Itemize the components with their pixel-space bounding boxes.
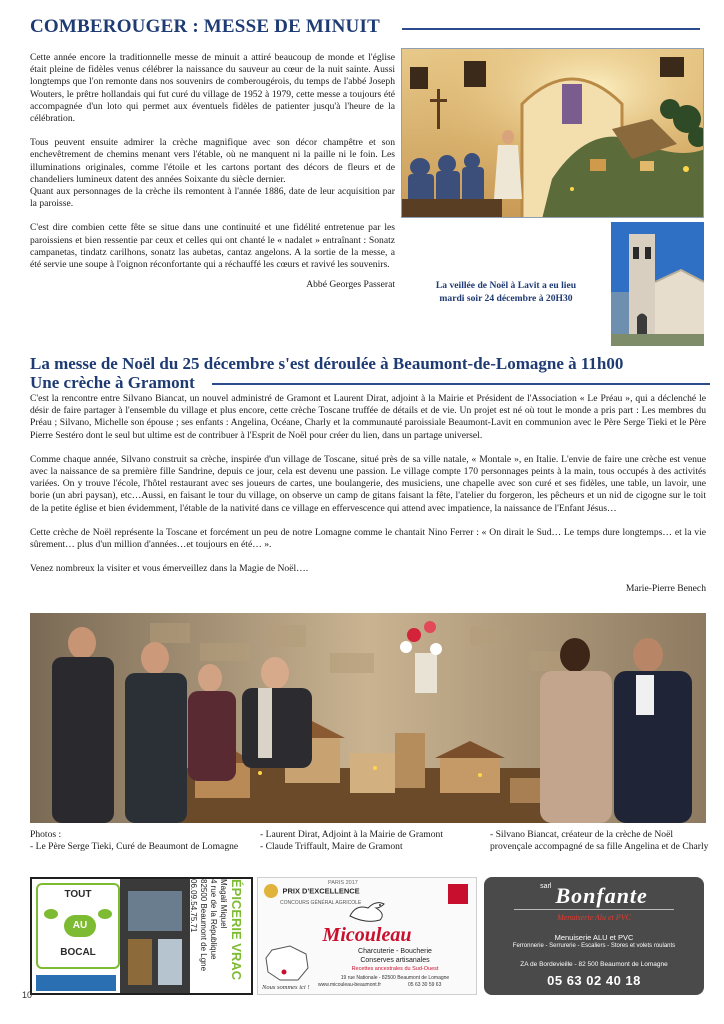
bonfante-tagline: Menuiserie Alu et PVC — [557, 913, 631, 922]
creche-group-illustration — [30, 613, 706, 823]
shop-front-photo — [120, 879, 190, 993]
bonfante-divider — [514, 909, 674, 910]
epicerie-name: Magali Miquel — [219, 879, 228, 929]
section2-paragraph: Comme chaque année, Silvano construit sa crèche, inspirée d'un village de Toscane, situé près de sa ville natale, « Montale », en Italie. L'envie de faire une crèche est venue avec la naissance de sa première fille Sandrine, depuis ce jour, cela est devenu une passion. Le village compte 170 personnages peints à la main, tous occupés à des activités variées. On y trouve l'école, l'hôtel restaurant avec ses joueurs de cartes, une boulangerie, des musiciens, une chapelle avec son curé et ses fidèles, une table, un lavoir, une borie (un abri paysan), etc…Aussi, en faisant le tour du village, on observe un camp de gitans faisant la fête, l'atelier du forgeron, les pêcheurs et un nid de cigogne sur le toit de la petite église et bien évidemment, l'étable de la nativité dans ce village en effervescence qui attend avec impatience, la naissance de l'Enfant Jésus… — [30, 453, 706, 514]
church-interior-photo — [401, 48, 704, 218]
france-map-icon — [262, 944, 314, 984]
ad-epicerie-vrac — [30, 877, 253, 995]
micouleau-line1: Charcuterie - Boucherie — [358, 948, 432, 955]
caption-text: - Laurent Dirat, Adjoint à la Mairie de Gramont — [260, 829, 444, 840]
logo-line3: BOCAL — [60, 947, 96, 958]
micouleau-brand: Micouleau — [322, 924, 412, 946]
page-number: 10 — [22, 990, 33, 1000]
section1-title: COMBEROUGER : MESSE DE MINUIT — [30, 16, 380, 37]
epicerie-address2: 82500 Beaumont de Lgne — [199, 879, 208, 972]
caption-text: - Le Père Serge Tieki, Curé de Beaumont de Lomagne — [30, 841, 239, 853]
section2-rule — [212, 383, 710, 385]
caption-left — [30, 829, 260, 853]
tout-au-bocal-logo — [36, 883, 120, 969]
section1-heading — [30, 16, 700, 42]
micouleau-web: www.micouleau-beaumont.fr — [318, 982, 382, 988]
ad-micouleau — [257, 877, 477, 995]
lavit-caption-line2: mardi soir 24 décembre à 20H30 — [439, 293, 573, 304]
caption-text: - Claude Triffault, Maire de Gramont — [260, 841, 403, 853]
lavit-caption-line1: La veillée de Noël à Lavit a eu lieu — [435, 280, 577, 291]
epicerie-info — [189, 879, 251, 993]
epicerie-address1: 4 rue de la République — [209, 879, 218, 960]
medal-icon — [264, 884, 278, 898]
shop-photo-strip — [36, 975, 116, 991]
caption-middle — [260, 829, 490, 853]
section1-paragraph: Quant aux personnages de la crèche ils remontent à l'année 1886, date de leur acquisition par la paroisse. — [30, 186, 395, 210]
bonfante-address: ZA de Bordevieille - 82 500 Beaumont de Lomagne — [520, 961, 668, 968]
bonfante-line2: Ferronnerie - Serrurerie - Escaliers - Stores et volets roulants — [512, 943, 676, 949]
section1-paragraph: Tous peuvent ensuite admirer la crèche magnifique avec son décor champêtre et son enchevêtrement de chemins menant vers l'étable, où ne manquent ni la paille ni le foin. Les illuminations originales, comme l'étoile et les cartons portant des décors de fleurs et de chandeliers lumineux datent des années Soixante du siècle dernier. — [30, 137, 395, 185]
epicerie-phone: 06.09.54.75.71 — [189, 879, 198, 933]
church-interior-illustration — [402, 49, 704, 218]
section1-paragraph: Cette année encore la traditionnelle messe de minuit a attiré beaucoup de monde et l'église était pleine de fidèles venus célébrer la naissance du sauveur au cœur de la nuit sainte. Aussi longtemps que l'on remonte dans nos souvenirs de comberougérois, du temps de l'abbé Joseph Wouters, le prêtre hollandais qui fut curé du village de 1952 à 1979, cette messe a toujours été accompagnée d'un loto qui permet aux éventuels fidèles de patienter jusqu'à l'heure de la célébration. — [30, 52, 395, 125]
church-exterior-illustration — [611, 222, 704, 346]
goose-icon — [346, 898, 392, 924]
bonfante-logo — [484, 883, 704, 909]
photos-label: Photos : — [30, 829, 62, 840]
caption-text: - Silvano Biancat, créateur de la crèche de Noël provençale accompagné de sa fille Angelina et de Charly — [490, 829, 709, 853]
bonfante-prefix: sarl — [540, 883, 552, 890]
award-year: PARIS 2017 — [328, 880, 358, 886]
church-exterior-photo — [611, 222, 704, 346]
section1-signature: Abbé Georges Passerat — [306, 279, 395, 291]
caption-right — [490, 829, 710, 853]
micouleau-line3: Recettes ancestrales du Sud-Ouest — [351, 966, 439, 972]
micouleau-address: 19 rue Nationale - 82500 Beaumont de Lomagne — [340, 975, 450, 981]
creche-group-photo — [30, 613, 706, 823]
section2-signature: Marie-Pierre Benech — [625, 583, 706, 595]
bonfante-phone: 05 63 02 40 18 — [547, 973, 641, 988]
lavit-caption — [406, 279, 606, 305]
logo-line1: TOUT — [64, 889, 92, 900]
map-caption: Nous sommes ici ! — [262, 984, 310, 991]
section2-title: La messe de Noël du 25 décembre s'est déroulée à Beaumont-de-Lomagne à 11h00 — [30, 354, 624, 373]
section1-body — [30, 52, 395, 291]
section1-paragraph: C'est dire combien cette fête se situe dans une continuité et une fidélité entretenue par les paroissiens et bien ressentie par ceux et celles qui ont chanté le « nadalet » entraînant : Sonatz campanetas, tindatz carilhons, sonatz las aubetas, cantaz angelons. A la sortie de la messe, a été servie une soupe à l'oignon réconfortante qui a réchauffé les cœurs et ravivé les souvenirs. — [30, 222, 395, 271]
section2-subtitle: Une crèche à Gramont — [30, 373, 195, 392]
award-line1: PRIX D'EXCELLENCE — [282, 886, 360, 896]
ad-bonfante — [484, 877, 704, 995]
award-line2: CONCOURS GÉNÉRAL AGRICOLE — [280, 900, 362, 906]
leaf-icon — [98, 909, 112, 919]
section1-rule — [402, 28, 700, 30]
section2-paragraph: C'est la rencontre entre Silvano Biancat, un nouvel administré de Gramont et Laurent Dirat, adjoint à la Mairie et Président de l'Association « Le Préau », qui a déclenché le désir de faire partager à l'ensemble du village et plus encore, cette crèche Toscane truffée de détails et de vie. Un projet est né où tout le monde a pris part : Les membres du Préau ; Silvano, Michelle son épouse ; ses enfants : Angelina, Océane, Charly et la communauté paroissiale Beaumont-Lavit en communion avec le Père Serge Tieki et le Père Pierre Sestéro dont le seul but ultime est de contribuer à l'Esprit de Noël pour créer du lien, dans un partage universel. — [30, 393, 706, 441]
section2-paragraph: Cette crèche de Noël représente la Toscane et forcément un peu de notre Lomagne comme le chantait Nino Ferrer : « On dirait le Sud… Le temps dure longtemps… et la vie sûrement… plus d'un million d'années…et toujours en été… ». — [30, 526, 706, 551]
micouleau-phone: 05 63 30 59 63 — [408, 982, 442, 988]
red-logo-icon — [448, 884, 468, 904]
bonfante-line1: Menuiserie ALU et PVC — [554, 933, 634, 942]
section2-body — [30, 393, 706, 596]
epicerie-title: ÉPICERIE VRAC — [229, 879, 244, 981]
micouleau-line2: Conserves artisanales — [360, 957, 430, 964]
section2-subtitle-wrap — [30, 373, 710, 393]
logo-line2: AU — [64, 915, 96, 937]
section2-paragraph: Venez nombreux la visiter et vous émerveillez dans la Magie de Noël…. — [30, 563, 309, 575]
bonfante-brand: Bonfante — [555, 883, 648, 908]
leaf-icon — [44, 909, 58, 919]
